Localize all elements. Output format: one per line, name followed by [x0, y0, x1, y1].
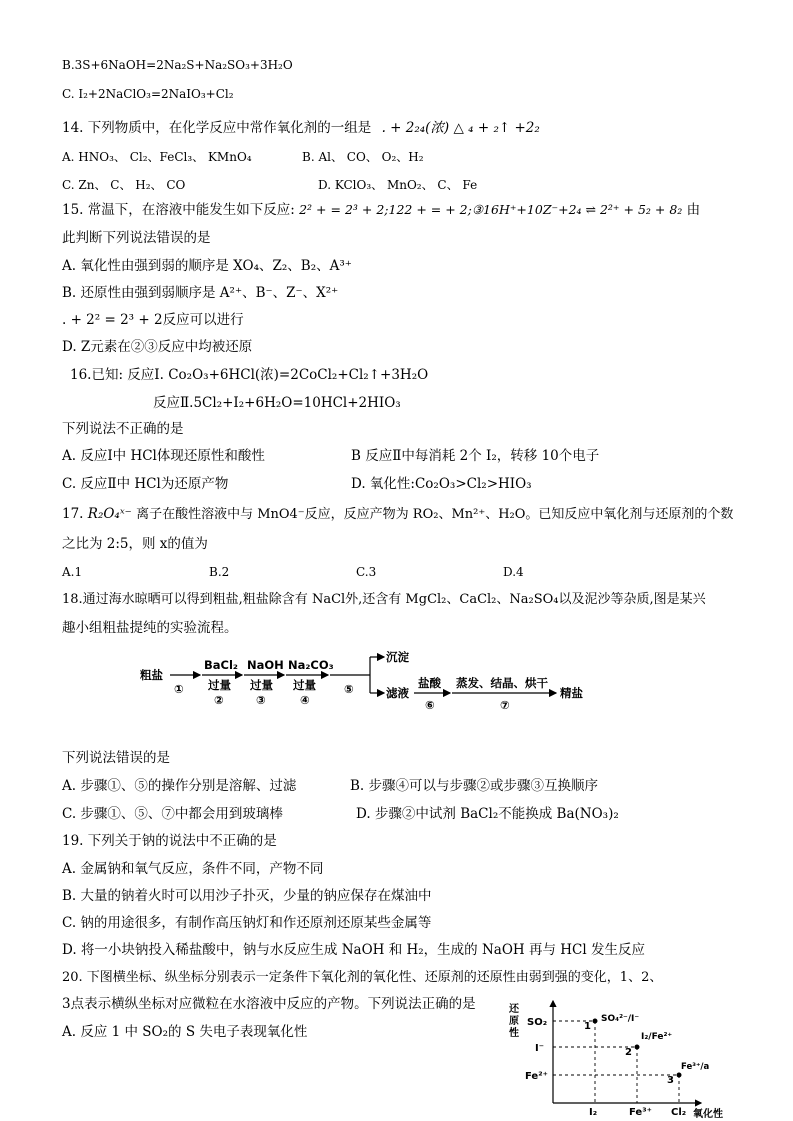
flow-step-7: ⑦: [500, 698, 510, 712]
graph-point-3-number: 3: [667, 1075, 674, 1086]
q15-stem-end: 由: [686, 202, 701, 218]
graph-point-3-label: Fe³⁺/a: [681, 1062, 710, 1072]
flow-excess-2: 过量: [208, 678, 231, 692]
flow-precipitate: 沉淀: [386, 650, 409, 664]
graph-point-1-label: SO₄²⁻/I⁻: [601, 1014, 640, 1024]
q19-option-b: B. 大量的钠着火时可以用沙子扑灭，少量的钠应保存在煤油中: [62, 888, 432, 904]
q16-option-d: D. 氧化性:Co₂O₃>Cl₂>HIO₃: [351, 476, 532, 492]
flow-step-5: ⑤: [344, 682, 354, 696]
q17-option-d: D.4: [503, 565, 524, 579]
q15-option-c: . + 2² = 2³ + 2反应可以进行: [62, 312, 244, 328]
graph-ytick-iodide: I⁻: [535, 1043, 544, 1054]
q18-stem-cont: 趣小组粗盐提纯的实验流程。: [62, 620, 238, 636]
flow-reagent-na2co3: Na₂CO₃: [288, 658, 334, 672]
q19-stem: 19. 下列关于钠的说法中不正确的是: [62, 833, 277, 849]
graph-xtick-cl2: Cl₂: [671, 1107, 687, 1118]
q15-stem-cont: 此判断下列说法错误的是: [62, 230, 211, 246]
q15-stem-text: 15. 常温下，在溶液中能发生如下反应:: [62, 202, 295, 218]
flow-excess-3: 过量: [250, 678, 273, 692]
q20-stem: 20. 下图横坐标、纵坐标分别表示一定条件下氧化剂的氧化性、还原剂的还原性由弱到强的变化，1、2、: [62, 970, 663, 985]
q16-option-b: B 反应Ⅱ中每消耗 2个 I₂，转移 10个电子: [351, 448, 600, 464]
q17-option-b: B.2: [209, 565, 230, 579]
flow-step-4: ④: [300, 693, 310, 707]
q14-stem: [62, 119, 540, 137]
q15-stem: [62, 201, 700, 219]
graph-ytick-fe2: Fe²⁺: [525, 1071, 548, 1082]
flow-step-3: ③: [256, 693, 266, 707]
flow-step-2: ②: [214, 693, 224, 707]
q18-stem: 18.通过海水晾晒可以得到粗盐,粗盐除含有 NaCl外,还含有 MgCl₂、CaCl₂、Na₂SO₄以及泥沙等杂质,图是某兴: [62, 592, 706, 607]
graph-point-3: [677, 1073, 682, 1078]
q17-option-c: C.3: [356, 565, 377, 579]
flow-evaporate-crystallize-dry: 蒸发、结晶、烘干: [456, 676, 548, 690]
redox-strength-graph: [505, 997, 735, 1119]
q17-stem-cont: 之比为 2:5，则 x的值为: [62, 536, 208, 552]
q19-option-c: C. 钠的用途很多，有制作高压钠灯和作还原剂还原某些金属等: [62, 915, 432, 931]
purification-flow-diagram: [130, 645, 600, 715]
q18-option-d: D. 步骤②中试剂 BaCl₂不能换成 Ba(NO₃)₂: [356, 806, 619, 822]
graph-point-2-number: 2: [625, 1047, 632, 1058]
q18-option-b: B. 步骤④可以与步骤②或步骤③互换顺序: [350, 778, 599, 794]
q15-option-a: A. 氧化性由强到弱的顺序是 XO₄、Z₂、B₂、A³⁺: [62, 258, 352, 274]
flow-end-refined-salt: 精盐: [560, 686, 583, 700]
q17-number: 17.: [62, 506, 84, 522]
q14-option-a: A. HNO₃、 Cl₂、FeCl₃、 KMnO₄: [62, 150, 252, 164]
flow-step-1: ①: [174, 682, 184, 696]
q14-option-b: B. Al、 CO、 O₂、H₂: [302, 150, 424, 164]
graph-point-1-number: 1: [584, 1021, 591, 1032]
q15-option-d: D. Z元素在②③反应中均被还原: [62, 339, 253, 355]
graph-ylabel-3: 性: [509, 1028, 519, 1039]
graph-ytick-so2: SO₂: [527, 1017, 548, 1028]
q17-option-a: A.1: [62, 565, 83, 579]
q14-garbled-formula: . + 2₂₄(浓) △ ₄ + ₂↑ +2₂: [381, 120, 540, 136]
graph-xlabel: 氧化性: [693, 1109, 723, 1119]
q18-option-a: A. 步骤①、⑤的操作分别是溶解、过滤: [62, 778, 297, 794]
q14-option-d: D. KClO₃、 MnO₂、 C、 Fe: [318, 178, 478, 192]
q19-option-a: A. 金属钠和氧气反应，条件不同，产物不同: [62, 861, 324, 877]
q15-garbled-formula: 2² + = 2³ + 2;122 + = + 2;③16H⁺+10Z⁻+2₄ ⇌ 2²⁺ + 5₂ + 8₂: [299, 202, 683, 217]
flow-reagent-hcl: 盐酸: [418, 676, 441, 690]
graph-point-2-label: I₂/Fe²⁺: [641, 1032, 673, 1042]
q16-question: 下列说法不正确的是: [62, 421, 184, 437]
q16-option-a: A. 反应Ⅰ中 HCl体现还原性和酸性: [62, 448, 265, 464]
q13-option-c: C. I₂+2NaClO₃=2NaIO₃+Cl₂: [62, 87, 234, 101]
q16-option-c: C. 反应Ⅱ中 HCl为还原产物: [62, 476, 229, 492]
graph-ylabel-2: 原: [509, 1016, 519, 1027]
q17-stem: [62, 505, 733, 524]
q14-option-c: C. Zn、 C、 H₂、 CO: [62, 178, 186, 192]
graph-xtick-fe3: Fe³⁺: [629, 1107, 652, 1118]
q17-stem-text: 离子在酸性溶液中与 MnO4⁻反应，反应产物为 RO₂、Mn²⁺、H₂O。已知反应中氧化剂与还原剂的个数: [136, 507, 734, 522]
q19-option-d: D. 将一小块钠投入稀盐酸中，钠与水反应生成 NaOH 和 H₂，生成的 NaOH 再与 HCl 发生反应: [62, 942, 645, 958]
graph-xtick-i2: I₂: [589, 1107, 598, 1118]
graph-point-1: [593, 1019, 598, 1024]
graph-point-2: [635, 1045, 640, 1050]
q20-stem-cont: 3点表示横纵坐标对应微粒在水溶液中反应的产物。下列说法正确的是: [62, 996, 476, 1012]
q16-stem: 16.已知: 反应Ⅰ. Co₂O₃+6HCl(浓)=2CoCl₂+Cl₂↑+3H₂O: [70, 367, 429, 383]
q13-option-b: B.3S+6NaOH=2Na₂S+Na₂SO₃+3H₂O: [62, 58, 293, 72]
flow-reagent-naoh: NaOH: [247, 658, 284, 672]
q18-question: 下列说法错误的是: [62, 750, 170, 766]
flow-start-crude-salt: 粗盐: [140, 668, 163, 682]
flow-excess-4: 过量: [293, 678, 316, 692]
q17-ion-formula: R₂O₄ˣ⁻: [87, 506, 132, 522]
flow-reagent-bacl2: BaCl₂: [204, 658, 238, 672]
q18-option-c: C. 步骤①、⑤、⑦中都会用到玻璃棒: [62, 806, 283, 822]
q15-option-b: B. 还原性由强到弱顺序是 A²⁺、B⁻、Z⁻、X²⁺: [62, 285, 339, 301]
graph-ylabel-1: 还: [509, 1004, 519, 1015]
flow-step-6: ⑥: [425, 698, 435, 712]
flow-filtrate: 滤液: [386, 686, 409, 700]
q14-stem-text: 14. 下列物质中，在化学反应中常作氧化剂的一组是: [62, 120, 372, 136]
q20-option-a: A. 反应 1 中 SO₂的 S 失电子表现氧化性: [62, 1024, 308, 1040]
q16-reaction-2: 反应Ⅱ.5Cl₂+I₂+6H₂O=10HCl+2HIO₃: [153, 395, 401, 411]
